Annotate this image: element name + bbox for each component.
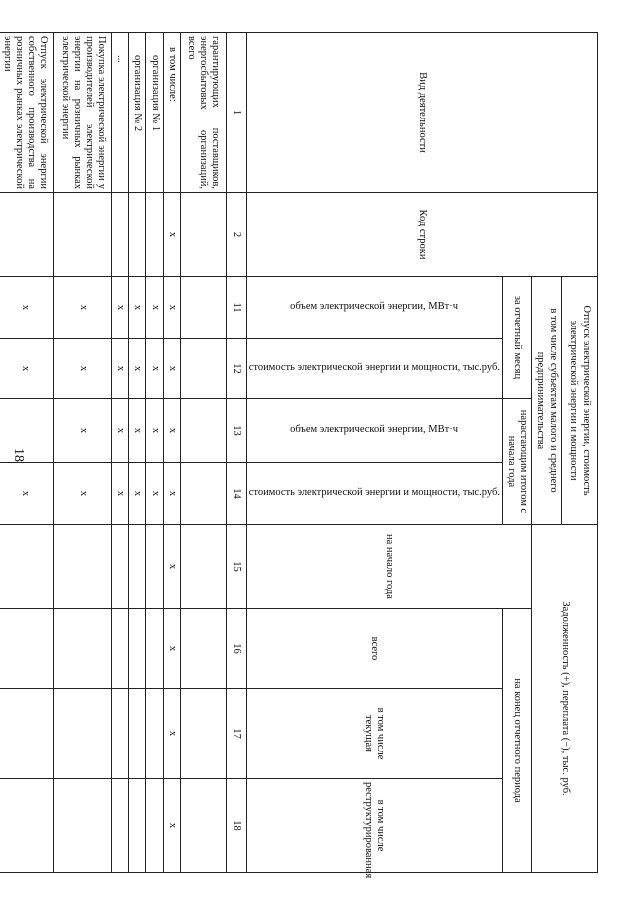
cell [112,525,129,609]
table-row [0,33,54,873]
table-row [112,33,129,873]
header-obem-year: объем электрической энергии, МВт·ч [246,399,502,463]
col-number: 15 [226,525,246,609]
header-msp: в том числе субъектам малого и среднего предпринимательства [532,277,562,525]
col-number: 13 [226,399,246,463]
row-kod: x [163,193,180,277]
header-vsego: всего [246,609,502,689]
cell [54,525,112,609]
cell [129,689,146,779]
header-za-mesyac: за отчетный месяц [502,277,531,399]
cell [146,525,163,609]
header-stoimost-month: стоимость электрической энергии и мощности, тыс.руб. [246,339,502,399]
table-row [146,33,163,873]
cell: x [112,463,129,525]
cell: x [54,277,112,339]
cell: x [54,399,112,463]
cell [180,525,226,609]
cell [54,779,112,873]
col-number: 2 [226,193,246,277]
cell: x [112,277,129,339]
cell: x [129,277,146,339]
row-label: организация № 2 [129,33,146,193]
header-otpusk: Отпуск электрической энергии, стоимость электрической энергии и мощности [562,277,598,525]
header-obem-month: объем электрической энергии, МВт·ч [246,277,502,339]
cell [0,399,54,463]
header-zadolzh: Задолженность (+), переплата (−), тыс. руб. [532,525,598,873]
row-kod [129,193,146,277]
cell: x [163,609,180,689]
cell [112,609,129,689]
rotated-table-container [1,32,598,879]
cell [0,779,54,873]
cell [54,689,112,779]
row-kod [180,193,226,277]
table-row [129,33,146,873]
cell [146,779,163,873]
col-number: 16 [226,609,246,689]
cell [146,689,163,779]
row-kod [146,193,163,277]
cell: x [163,689,180,779]
header-narast: нарастающим итогом с начала года [502,399,531,525]
row-label: в том числе: [163,33,180,193]
cell: x [129,463,146,525]
row-label: гарантирующих поставщиков, энергосбытовых организаций, всего [180,33,226,193]
row-kod [54,193,112,277]
cell: x [163,277,180,339]
cell: x [54,463,112,525]
cell: x [0,463,54,525]
header-vid: Вид деятельности [246,33,597,193]
table-row [54,33,112,873]
cell [180,399,226,463]
cell [180,609,226,689]
cell: x [129,339,146,399]
cell: x [112,339,129,399]
cell [129,779,146,873]
row-label: Покупка электрической энергии у производителей электрической энергии на розничных рынках электрической энергии [54,33,112,193]
row-label: организация № 1 [146,33,163,193]
row-kod [112,193,129,277]
cell: x [163,339,180,399]
cell [180,779,226,873]
col-number: 14 [226,463,246,525]
cell [129,525,146,609]
cell: x [112,399,129,463]
cell [0,609,54,689]
header-stoimost-year: стоимость электрической энергии и мощности, тыс.руб. [246,463,502,525]
col-number: 11 [226,277,246,339]
col-number: 1 [226,33,246,193]
row-kod [0,193,54,277]
cell [180,339,226,399]
cell: x [163,463,180,525]
cell: x [163,779,180,873]
table-row [180,33,226,873]
header-restrukt: в том числе реструктурированная [246,779,502,873]
cell: x [163,525,180,609]
cell [112,689,129,779]
header-kod: Код строки [246,193,597,277]
cell: x [146,339,163,399]
cell: x [54,339,112,399]
col-number: 17 [226,689,246,779]
cell: x [163,399,180,463]
energy-report-table [0,32,598,879]
cell: x [0,277,54,339]
cell: x [146,463,163,525]
cell [0,689,54,779]
col-number: 12 [226,339,246,399]
header-tekushaya: в том числе текущая [246,689,502,779]
header-na-nachalo: на начало года [246,525,531,609]
row-label: ... [112,33,129,193]
cell: x [146,277,163,339]
table-row [163,33,180,873]
cell [180,463,226,525]
cell: x [129,399,146,463]
row-label: Отпуск электрической энергии собственного производства на розничных рынках электрической энергии [0,33,54,193]
cell: x [146,399,163,463]
header-na-konec: на конец отчетного периода [502,609,531,873]
cell [54,609,112,689]
cell [180,689,226,779]
col-number: 18 [226,779,246,873]
page-number: 18 [11,448,26,462]
cell [112,779,129,873]
cell [180,277,226,339]
cell [0,525,54,609]
cell: x [0,339,54,399]
cell [129,609,146,689]
cell [146,609,163,689]
